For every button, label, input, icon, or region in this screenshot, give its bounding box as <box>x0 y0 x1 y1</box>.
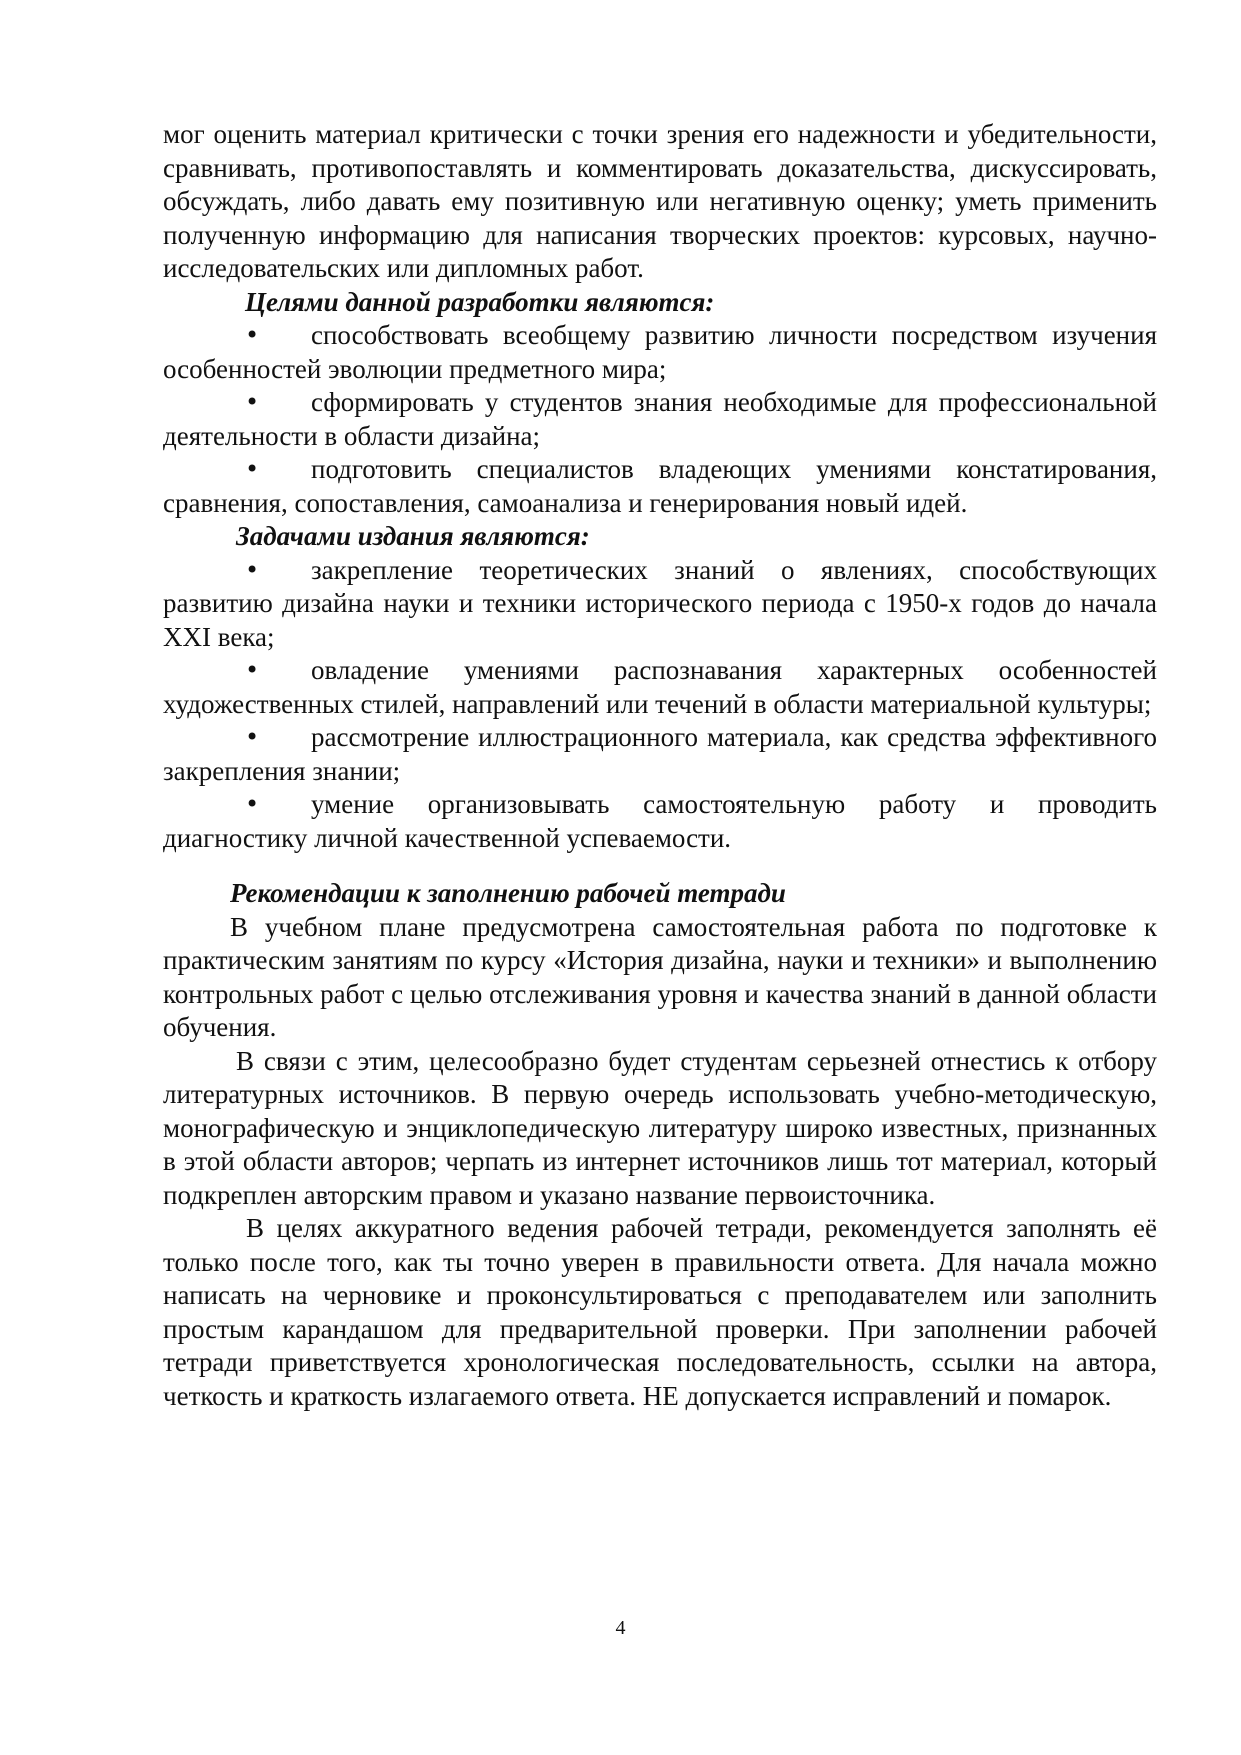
intro-paragraph: мог оценить материал критически с точки зрения его надежности и убедительности, сравнивать, противопоставлять и комментировать доказательства, дискуссировать, обсуждать, либо давать ему позитивную или негативную оценку; уметь применить полученную информацию для написания творческих проектов: курсовых, научно-исследовательских или дипломных работ. <box>163 119 1157 283</box>
recommendations-heading: Рекомендации к заполнению рабочей тетради <box>230 878 786 908</box>
tasks-item-2: • овладение умениями распознавания характерных особенностей художественных стилей, направлений или течений в области материальной культуры; <box>163 654 1157 721</box>
tasks-heading: Задачами издания являются: <box>236 521 590 551</box>
recommendations-paragraph-2: В связи с этим, целесообразно будет студентам серьезней отнестись к отбору литературных источников. В первую очередь использовать учебно-методическую, монографическую и энциклопедическую литературу широко известных, признанных в этой области авторов; черпать из интернет источников лишь тот материал, который подкреплен авторским правом и указано название первоисточника. <box>163 1045 1157 1210</box>
tasks-item-4: • умение организовывать самостоятельную работу и проводить диагностику личной качественной успеваемости. <box>163 788 1157 855</box>
tasks-item-3: • рассмотрение иллюстрационного материала, как средства эффективного закрепления знании; <box>163 721 1157 788</box>
goals-item-3: • подготовить специалистов владеющих умениями констатирования, сравнения, сопоставления, самоанализа и генерирования новый идей. <box>163 453 1157 520</box>
tasks-item-1: • закрепление теоретических знаний о явлениях, способствующих развитию дизайна науки и техники исторического периода с 1950-х годов до начала XXI века; <box>163 554 1157 655</box>
recommendations-paragraph-3: В целях аккуратного ведения рабочей тетради, рекомендуется заполнять её только после того, как ты точно уверен в правильности ответа. Для начала можно написать на черновике и проконсультироваться с преподавателем или заполнить простым карандашом для предварительной проверки. При заполнении рабочей тетради приветствуется хронологическая последовательность, ссылки на автора, четкость и краткость излагаемого ответа. НЕ допускается исправлений и помарок. <box>163 1213 1157 1411</box>
goals-item-2: • сформировать у студентов знания необходимые для профессиональной деятельности в области дизайна; <box>163 386 1157 453</box>
page-number: 4 <box>615 1617 626 1639</box>
goals-heading: Целями данной разработки являются: <box>245 286 715 317</box>
recommendations-paragraph-1: В учебном плане предусмотрена самостоятельная работа по подготовке к практическим занятиям по курсу «История дизайна, науки и техники» и выполнению контрольных работ с целью отслеживания уровня и качества знаний в данной области обучения. <box>163 911 1157 1042</box>
goals-item-1: • способствовать всеобщему развитию личности посредством изучения особенностей эволюции предметного мира; <box>163 319 1157 386</box>
document-page <box>163 118 1157 1413</box>
